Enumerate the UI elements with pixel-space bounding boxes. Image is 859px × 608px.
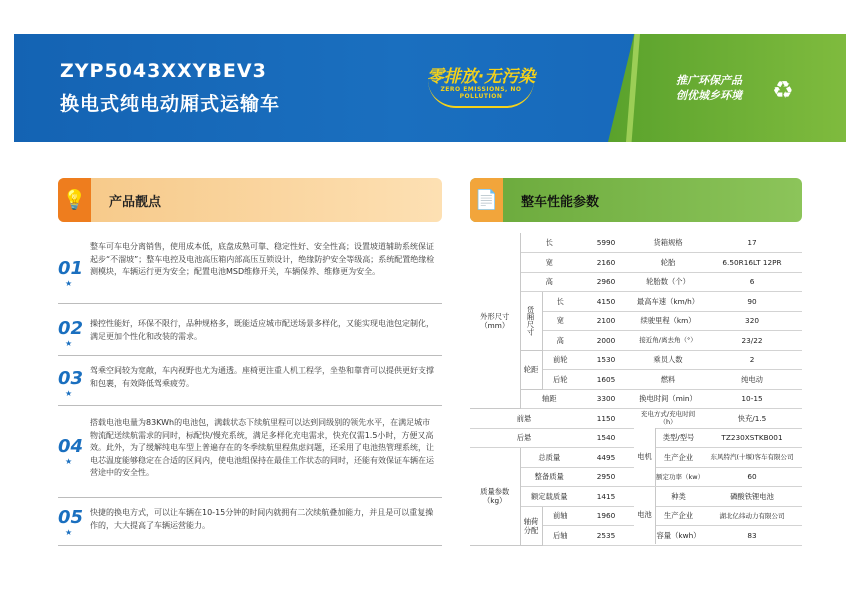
- document-gear-icon: 📄: [474, 189, 499, 211]
- spec-label: 后轮: [542, 370, 578, 390]
- spec-value: 10-15: [702, 389, 802, 409]
- highlight-text: 搭载电池电量为83KWh的电池包，满载状态下续航里程可以达到同级别的领先水平，在满足城市物流配送续航需求的同时，标配快/慢充系统，满足多样化充电需求，快充仅需1.5小时，方便又高效。此外，为了缓解纯电车型上普遍存在的冬季续航里程焦虑问题，还采用了电池热管理系统，让电芯温度能够稳定在合适的区间内，使电池组保持在最佳工作状态的同时，还能有效保证车辆在运营途中的安全性。: [90, 418, 434, 477]
- spec-label: 接近角/离去角（°）: [634, 331, 702, 351]
- spec-value: 东风特汽(十堰)客车有限公司: [702, 448, 802, 468]
- spec-label: 额定载质量: [520, 487, 578, 507]
- spec-label: 轴距: [520, 389, 578, 409]
- spec-value: 3300: [578, 389, 634, 409]
- spec-value: 1150: [578, 409, 634, 429]
- specs-header: [470, 178, 802, 222]
- spec-label: 充电方式/充电时间（h）: [634, 409, 702, 429]
- highlight-item: [58, 356, 442, 406]
- slogan-line-2: 创优城乡环境: [676, 89, 742, 102]
- table-row: [470, 272, 802, 292]
- spec-label: 生产企业: [634, 448, 702, 468]
- highlight-number: 04: [58, 436, 84, 457]
- spec-label: 宽: [520, 253, 578, 273]
- star-icon: ★: [65, 457, 73, 466]
- highlight-number: 02: [58, 318, 84, 339]
- highlight-text: 操控性能好，环保不限行，品种规格多，既能适应城市配送场景多样化，又能实现电池包定制化，满足更加个性化和改装的需求。: [90, 319, 434, 341]
- group-axle-load: 轴荷分配: [520, 506, 542, 545]
- spec-value: 纯电动: [702, 370, 802, 390]
- spec-value: 2160: [578, 253, 634, 273]
- spec-value: 83: [702, 526, 802, 546]
- spec-value: 23/22: [702, 331, 802, 351]
- spec-value: 磷酸铁锂电池: [702, 487, 802, 507]
- table-row: [470, 253, 802, 273]
- group-box-size: 货厢尺寸: [520, 292, 542, 351]
- spec-value: 1530: [578, 350, 634, 370]
- table-row: [470, 350, 802, 370]
- highlight-item: [58, 498, 442, 546]
- spec-value: 1540: [578, 428, 634, 448]
- highlight-number: 01: [58, 258, 84, 279]
- spec-value: 2000: [578, 331, 634, 351]
- recycle-icon: ♻: [772, 76, 794, 104]
- spec-label: 换电时间（min）: [634, 389, 702, 409]
- lightbulb-icon: 💡: [62, 189, 87, 211]
- star-icon: ★: [65, 339, 73, 348]
- spec-label: 货箱规格: [634, 233, 702, 253]
- star-icon: ★: [65, 279, 73, 288]
- table-row: [470, 233, 802, 253]
- spec-label: 轮胎: [634, 253, 702, 273]
- header-banner-blue: [14, 34, 654, 142]
- spec-value: 5990: [578, 233, 634, 253]
- slogan: [676, 73, 742, 103]
- spec-value: 4150: [578, 292, 634, 312]
- spec-value: 60: [702, 467, 802, 487]
- highlight-item: [58, 232, 442, 304]
- highlight-text: 快捷的换电方式，可以让车辆在10-15分钟的时间内就拥有二次续航叠加能力，并且是可以重复操作的，大大提高了车辆运营能力。: [90, 508, 434, 530]
- spec-label: 宽: [542, 311, 578, 331]
- spec-label: 高: [520, 272, 578, 292]
- spec-value: 2: [702, 350, 802, 370]
- spec-value: 1960: [578, 506, 634, 526]
- spec-label: 最高车速（km/h）: [634, 292, 702, 312]
- spec-value: 湖北亿纬动力有限公司: [702, 506, 802, 526]
- group-dimensions: 外形尺寸（mm）: [470, 233, 520, 409]
- spec-label: 后悬: [470, 428, 578, 448]
- highlight-text: 驾乘空间较为宽敞，车内视野也尤为通透。座椅更注重人机工程学，坐垫和靠背可以提供更好支撑和包裹，有效降低驾乘疲劳。: [90, 366, 434, 388]
- star-icon: ★: [65, 389, 73, 398]
- spec-value: 1605: [578, 370, 634, 390]
- spec-value: 17: [702, 233, 802, 253]
- spec-label: 乘员人数: [634, 350, 702, 370]
- zero-emission-logo: [422, 62, 540, 114]
- spec-value: TZ230XSTKB001: [702, 428, 802, 448]
- spec-label: 高: [542, 331, 578, 351]
- spec-value: 6: [702, 272, 802, 292]
- spec-label: 前悬: [470, 409, 578, 429]
- spec-label: 整备质量: [520, 467, 578, 487]
- spec-value: 快充/1.5: [702, 409, 802, 429]
- group-mass: 质量参数（kg）: [470, 448, 520, 546]
- highlight-item: [58, 406, 442, 498]
- slogan-line-1: 推广环保产品: [676, 74, 742, 87]
- highlights-icon-box: [58, 178, 91, 222]
- product-name: 换电式纯电动厢式运输车: [60, 93, 281, 115]
- spec-label: 额定功率（kw）: [634, 467, 702, 487]
- star-icon: ★: [65, 528, 73, 537]
- spec-value: 2535: [578, 526, 634, 546]
- group-battery: 电池: [634, 487, 656, 545]
- spec-label: 前轴: [542, 506, 578, 526]
- spec-label: 类型/型号: [634, 428, 702, 448]
- highlights-title: 产品靓点: [109, 195, 162, 210]
- spec-label: 燃料: [634, 370, 702, 390]
- spec-value: 2960: [578, 272, 634, 292]
- spec-value: 4495: [578, 448, 634, 468]
- spec-label: 容量（kwh）: [634, 526, 702, 546]
- table-row: [470, 292, 802, 312]
- spec-label: 轮胎数（个）: [634, 272, 702, 292]
- spec-value: 90: [702, 292, 802, 312]
- highlight-item: [58, 304, 442, 356]
- spec-value: 2100: [578, 311, 634, 331]
- spec-label: 生产企业: [634, 506, 702, 526]
- logo-en-text: ZERO EMISSIONS, NO POLLUTION: [440, 86, 522, 100]
- highlight-text: 整车可车电分离销售，使用成本低，底盘成熟可靠、稳定性好、安全性高；设置坡道辅助系统保证起步“不溜坡”；整车电控及电池高压箱内部高压互锁设计，绝缘防护安全等级高；系统配置绝缘检测模块，车辆运行更为安全；配置电池MSD维修开关，车辆保养、维修更为安全。: [90, 242, 435, 276]
- spec-value: 1415: [578, 487, 634, 507]
- highlight-number: 03: [58, 368, 84, 389]
- table-row: [470, 389, 802, 409]
- spec-label: 长: [520, 233, 578, 253]
- spec-label: 续驶里程（km）: [634, 311, 702, 331]
- spec-value: 6.50R16LT 12PR: [702, 253, 802, 273]
- group-wheel-track: 轮距: [520, 350, 542, 389]
- highlight-number: 05: [58, 507, 84, 528]
- model-number: ZYP5043XXYBEV3: [60, 60, 267, 82]
- specs-title: 整车性能参数: [521, 195, 600, 210]
- spec-value: 2950: [578, 467, 634, 487]
- spec-label: 长: [542, 292, 578, 312]
- table-row: [470, 409, 802, 429]
- logo-cn-text: 零排放·无污染: [426, 67, 536, 87]
- specs-icon-box: [470, 178, 503, 222]
- spec-label: 总质量: [520, 448, 578, 468]
- spec-label: 种类: [634, 487, 702, 507]
- spec-value: 320: [702, 311, 802, 331]
- spec-label: 前轮: [542, 350, 578, 370]
- highlights-header: [58, 178, 442, 222]
- spec-label: 后轴: [542, 526, 578, 546]
- group-motor: 电机: [634, 428, 656, 486]
